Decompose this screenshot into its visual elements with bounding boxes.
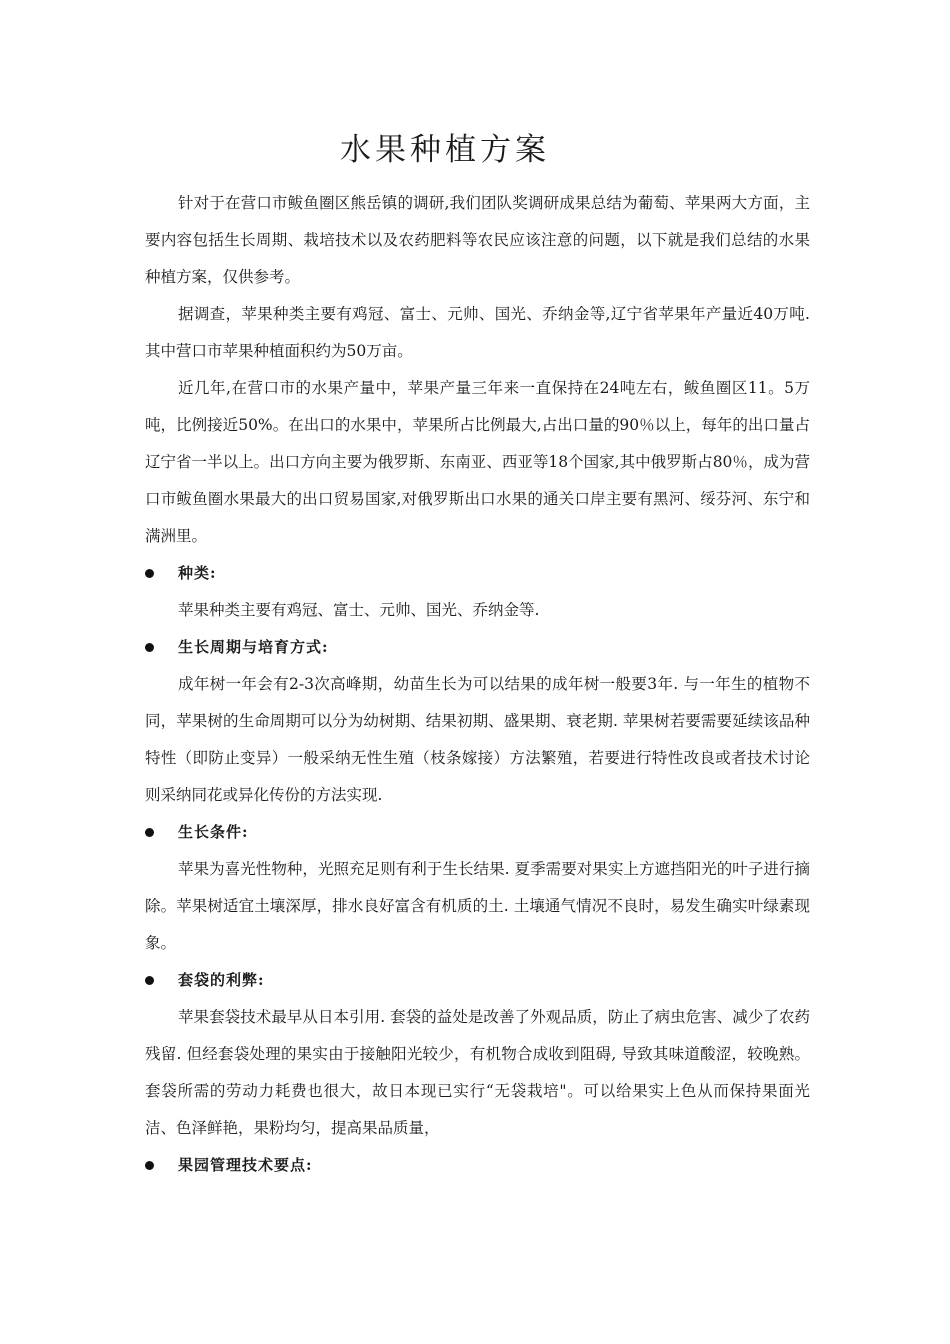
section-text-bagging: 苹果套袋技术最早从日本引用. 套袋的益处是改善了外观品质，防止了病虫危害、减少了农药残留. 但经套袋处理的果实由于接触阳光较少，有机物合成收到阻碍, 导致其味道酸涩，较晚熟。套袋所需的劳动力耗费也很大，故日本现已实行“无袋栽培"。可以给果实上色从而保持果面光洁、色泽鲜艳，果粉均匀，提高果品质量，	[145, 1008, 810, 1137]
section-text-growth-cycle: 成年树一年会有2-3次高峰期，幼苗生长为可以结果的成年树一般要3年. 与一年生的植物不同，苹果树的生命周期可以分为幼树期、结果初期、盛果期、衰老期. 苹果树若要需要延续该品种特性（即防止变异）一般采纳无性生殖（枝条嫁接）方法繁殖，若要进行特性改良或者技术讨论则采纳同花或异化传份的方法实现.	[145, 675, 810, 804]
section-heading-bagging	[145, 962, 810, 999]
section-heading-label: 生长条件:	[178, 823, 249, 841]
section-heading-growth-cycle	[145, 629, 810, 666]
intro-paragraph-3: 近几年,在营口市的水果产量中，苹果产量三年来一直保持在24吨左右，鲅鱼圈区11。5万吨，比例接近50%。在出口的水果中，苹果所占比例最大,占出口量的90％以上，每年的出口量占辽宁省一半以上。出口方向主要为俄罗斯、东南亚、西亚等18个国家,其中俄罗斯占80％，成为营口市鲅鱼圈水果最大的出口贸易国家,对俄罗斯出口水果的通关口岸主要有黑河、绥芬河、东宁和满洲里。	[145, 379, 810, 545]
bullet-icon	[145, 569, 154, 578]
intro-paragraph-2: 据调查，苹果种类主要有鸡冠、富士、元帅、国光、乔纳金等,辽宁省苹果年产量近40万吨.其中营口市苹果种植面积约为50万亩。	[145, 305, 810, 360]
section-text-varieties: 苹果种类主要有鸡冠、富士、元帅、国光、乔纳金等.	[178, 601, 540, 619]
bullet-icon	[145, 1161, 154, 1170]
section-heading-orchard-management	[145, 1147, 810, 1184]
section-heading-label: 果园管理技术要点:	[178, 1156, 313, 1174]
bullet-icon	[145, 976, 154, 985]
section-heading-varieties	[145, 555, 810, 592]
intro-paragraph-1: 针对于在营口市鲅鱼圈区熊岳镇的调研,我们团队奖调研成果总结为葡萄、苹果两大方面，主要内容包括生长周期、栽培技术以及农药肥料等农民应该注意的问题，以下就是我们总结的水果种植方案，仅供参考。	[145, 194, 810, 286]
document-title: 水果种植方案	[340, 132, 550, 168]
section-heading-label: 套袋的利弊:	[178, 971, 265, 989]
bullet-icon	[145, 643, 154, 652]
section-heading-growth-conditions	[145, 814, 810, 851]
section-heading-label: 生长周期与培育方式:	[178, 638, 329, 656]
bullet-icon	[145, 828, 154, 837]
section-text-growth-conditions: 苹果为喜光性物种，光照充足则有利于生长结果. 夏季需要对果实上方遮挡阳光的叶子进行摘除。苹果树适宜土壤深厚，排水良好富含有机质的土. 土壤通气情况不良时，易发生确实叶绿素现象。	[145, 860, 810, 952]
document-body	[145, 185, 810, 1184]
section-heading-label: 种类:	[178, 564, 217, 582]
